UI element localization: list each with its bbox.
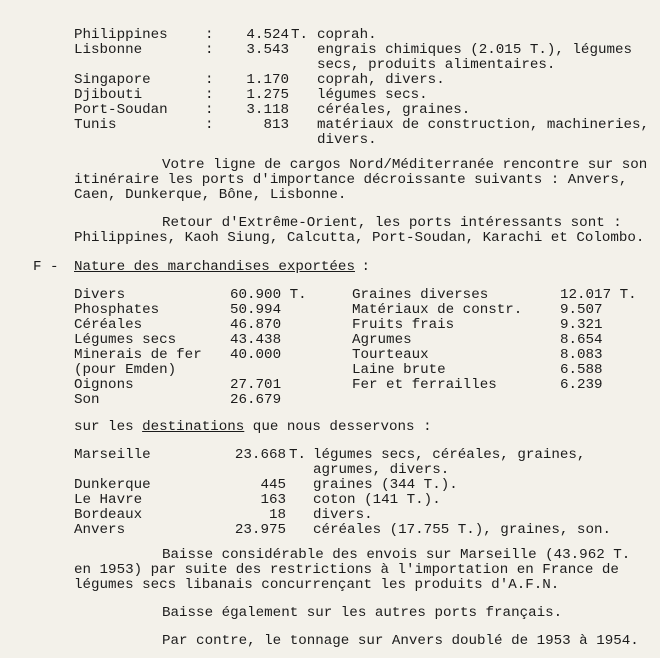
intro-keyword: destinations xyxy=(142,419,245,435)
tonnage: 23.668 xyxy=(234,447,286,463)
goods-line: céréales (17.755 T.), graines, son. xyxy=(313,522,611,538)
tonnage: 3.543 xyxy=(246,42,289,58)
goods-line: engrais chimiques (2.015 T.), légumes xyxy=(317,42,633,58)
export-label: (pour Emden) xyxy=(74,362,177,378)
export-value: 60.900 T. xyxy=(230,287,307,303)
tonnage: 813 xyxy=(263,117,289,133)
tonnage: 1.170 xyxy=(246,72,289,88)
goods-line: secs, produits alimentaires. xyxy=(317,57,556,73)
text-line: Baisse considérable des envois sur Marseille (43.962 T. xyxy=(162,547,631,563)
paragraph-anvers-doubled: Par contre, le tonnage sur Anvers doublé de 1953 à 1954. xyxy=(162,633,639,649)
goods-line: céréales, graines. xyxy=(317,102,471,118)
export-value: 9.321 xyxy=(560,317,603,333)
port-name: Djibouti xyxy=(74,87,143,103)
export-label: Fruits frais xyxy=(352,317,455,333)
port-name: Lisbonne xyxy=(74,42,143,58)
section-title: Nature des marchandises exportées xyxy=(74,259,355,275)
goods-line: agrumes, divers. xyxy=(313,462,450,478)
goods-line: divers. xyxy=(313,507,373,523)
export-value: 26.679 xyxy=(230,392,282,408)
colon: : xyxy=(205,87,214,103)
export-value: 8.083 xyxy=(560,347,603,363)
destination-port: Anvers xyxy=(74,522,126,538)
section-letter: F - xyxy=(33,259,59,275)
export-label: Divers xyxy=(74,287,126,303)
export-label: Minerais de fer xyxy=(74,347,202,363)
destinations-intro xyxy=(74,420,432,435)
goods-line: divers. xyxy=(317,132,377,148)
intro-prefix: sur les xyxy=(74,419,143,435)
export-label: Légumes secs xyxy=(74,332,177,348)
export-label: Son xyxy=(74,392,100,408)
port-name: Singapore xyxy=(74,72,151,88)
text-line: itinéraire les ports d'importance décroissante suivants : Anvers, xyxy=(74,172,628,188)
export-value: 27.701 xyxy=(230,377,282,393)
export-value: 6.239 xyxy=(560,377,603,393)
tonnage: 1.275 xyxy=(246,87,289,103)
export-value: 12.017 T. xyxy=(560,287,637,303)
port-name: Tunis xyxy=(74,117,117,133)
export-value: 46.870 xyxy=(230,317,282,333)
export-label: Tourteaux xyxy=(352,347,429,363)
port-name: Philippines xyxy=(74,27,168,43)
goods-line: coprah. xyxy=(317,27,377,43)
text-line: Philippines, Kaoh Siung, Calcutta, Port-Soudan, Karachi et Colombo. xyxy=(74,230,645,246)
export-label: Phosphates xyxy=(74,302,160,318)
port-name: Port-Soudan xyxy=(74,102,168,118)
tonnage: 4.524 xyxy=(246,27,289,43)
export-label: Fer et ferrailles xyxy=(352,377,497,393)
export-value: 43.438 xyxy=(230,332,282,348)
export-value: 6.588 xyxy=(560,362,603,378)
destination-port: Bordeaux xyxy=(74,507,143,523)
colon: : xyxy=(205,117,214,133)
unit: T. xyxy=(291,27,309,43)
export-value: 40.000 xyxy=(230,347,282,363)
export-value: 50.994 xyxy=(230,302,282,318)
text-line: Caen, Dunkerque, Bône, Lisbonne. xyxy=(74,187,347,203)
tonnage: 3.118 xyxy=(246,102,289,118)
text-line: Retour d'Extrême-Orient, les ports intéressants sont : xyxy=(162,215,622,231)
export-value: 8.654 xyxy=(560,332,603,348)
paragraph-other-ports: Baisse également sur les autres ports français. xyxy=(162,605,563,621)
colon: : xyxy=(205,27,214,43)
unit: T. xyxy=(289,447,307,463)
goods-line: légumes secs. xyxy=(317,87,428,103)
colon: : xyxy=(205,102,214,118)
tonnage: 163 xyxy=(260,492,286,508)
goods-line: coprah, divers. xyxy=(317,72,445,88)
text-line: Votre ligne de cargos Nord/Méditerranée rencontre sur son xyxy=(162,157,648,173)
destination-port: Dunkerque xyxy=(74,477,151,493)
export-label: Laine brute xyxy=(352,362,446,378)
goods-line: graines (344 T.). xyxy=(313,477,458,493)
export-value: 9.507 xyxy=(560,302,603,318)
destination-port: Le Havre xyxy=(74,492,143,508)
export-label: Oignons xyxy=(74,377,134,393)
export-label: Graines diverses xyxy=(352,287,489,303)
goods-line: matériaux de construction, machineries, xyxy=(317,117,650,133)
export-label: Céréales xyxy=(74,317,143,333)
tonnage: 18 xyxy=(268,507,286,523)
colon: : xyxy=(205,42,214,58)
intro-suffix: que nous desservons : xyxy=(244,419,432,435)
colon: : xyxy=(205,72,214,88)
destination-port: Marseille xyxy=(74,447,151,463)
text-line: en 1953) par suite des restrictions à l'importation en France de xyxy=(74,562,619,578)
text-line: légumes secs libanais concurrençant les produits d'A.F.N. xyxy=(74,577,560,593)
goods-line: légumes secs, céréales, graines, xyxy=(313,447,586,463)
tonnage: 445 xyxy=(260,477,286,493)
export-label: Agrumes xyxy=(352,332,412,348)
tonnage: 23.975 xyxy=(234,522,286,538)
section-title-suffix: : xyxy=(353,259,371,275)
goods-line: coton (141 T.). xyxy=(313,492,441,508)
export-label: Matériaux de constr. xyxy=(352,302,523,318)
